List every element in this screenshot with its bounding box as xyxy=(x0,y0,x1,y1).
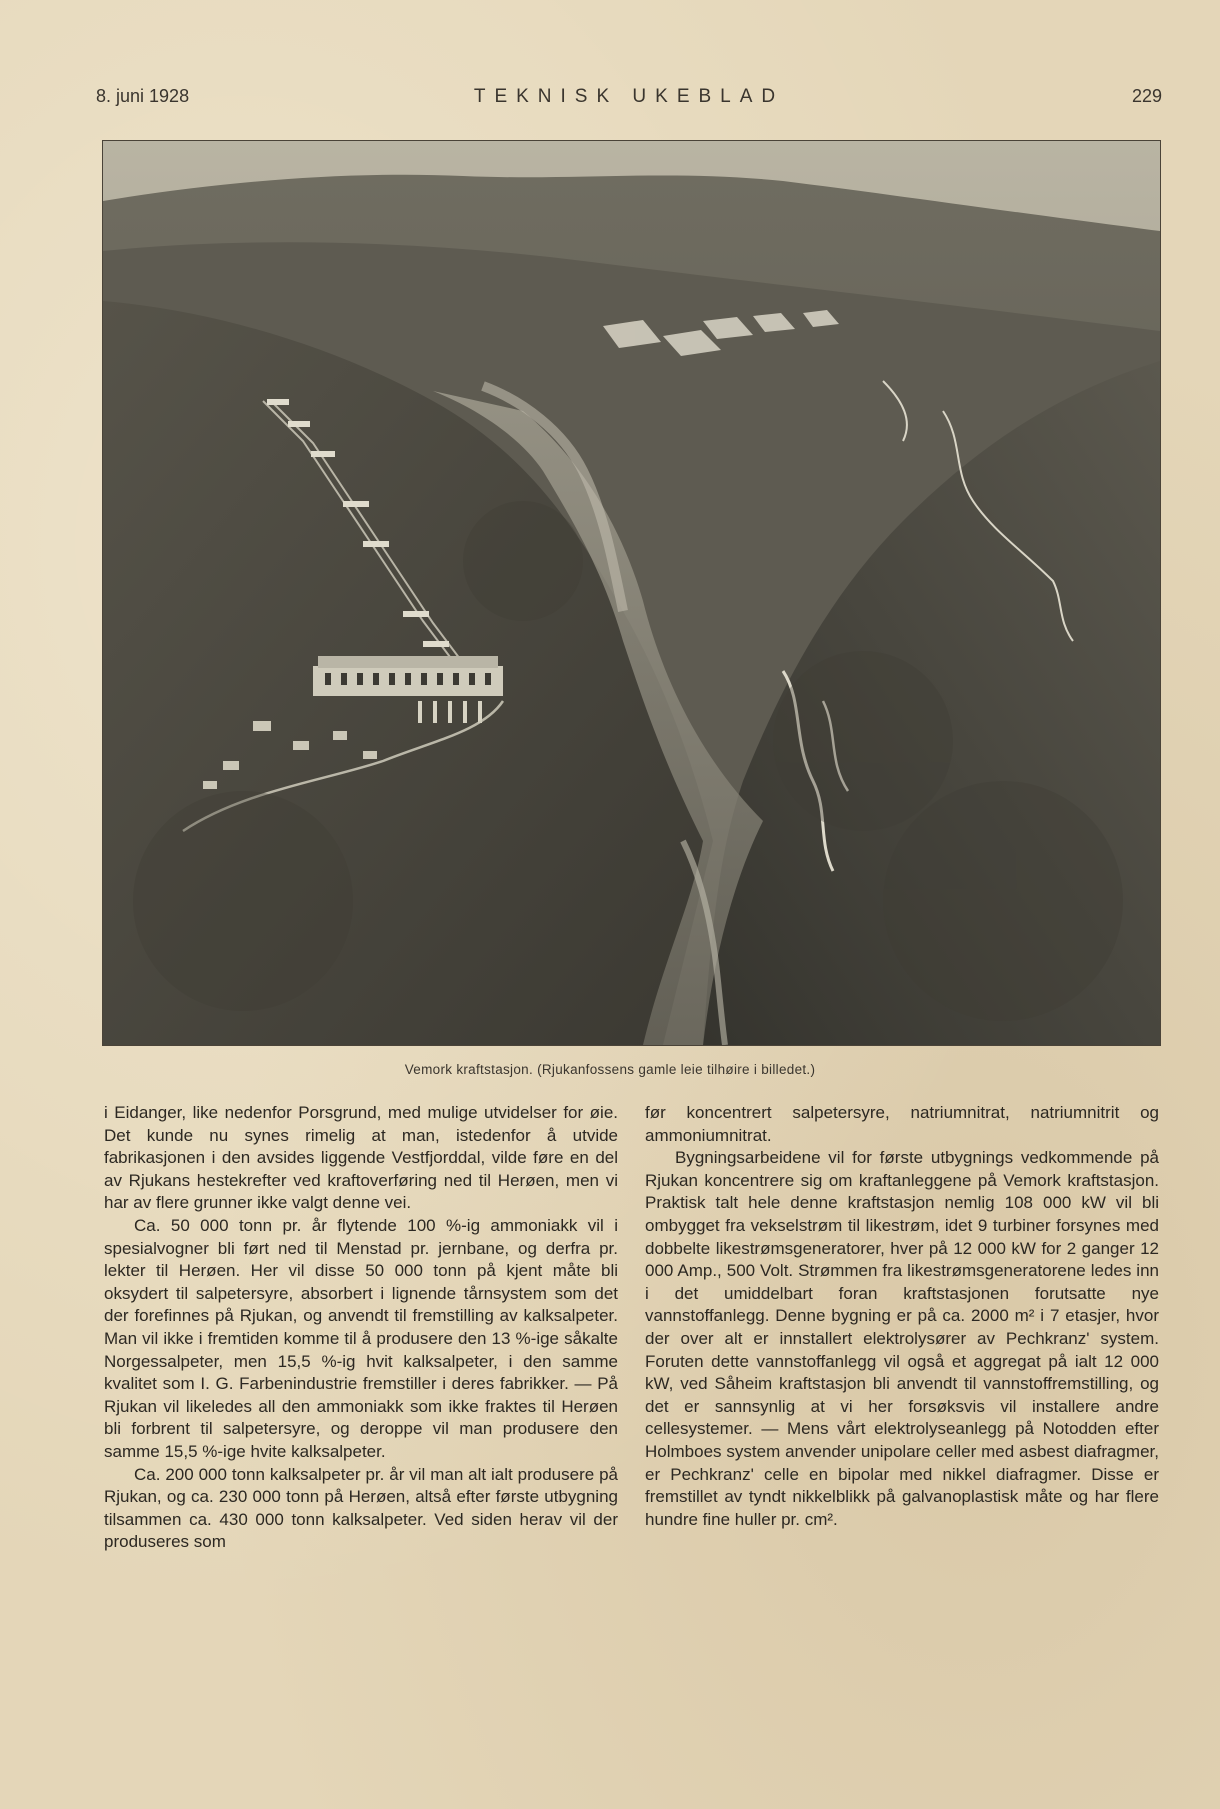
paragraph: Ca. 200 000 tonn kalksalpeter pr. år vil man alt ialt produsere på Rjukan, og ca. 230 000 tonn på Herøen, altså efter første utbygning tilsammen ca. 430 000 tonn kalksalpeter. Ved siden herav vil der produseres som xyxy=(104,1464,618,1552)
landscape-photo-icon xyxy=(103,141,1160,1045)
page-number: 229 xyxy=(1131,86,1162,106)
journal-title: TEKNISK UKEBLAD xyxy=(473,86,785,107)
photo-caption: Vemork kraftstasjon. (Rjukanfossens gamle leie tilhøire i billedet.) xyxy=(404,1062,816,1077)
article-left-column xyxy=(104,1102,618,1554)
paragraph: Ca. 50 000 tonn pr. år flytende 100 %-ig ammoniakk vil i spesialvogner bli ført ned til Menstad pr. jernbane, og derfra pr. lekter til Herøen. Her vil disse 50 000 tonn på kjent måte bli oksydert til salpetersyre, absorbert i lignende tårnsystem som det der forefinnes på Rjukan, og anvendt til fremstilling av kalksalpeter. Man vil ikke i fremtiden komme til å produsere den 13 %-ige såkalte Norgessalpeter, men 15,5 %-ig hvit kalksalpeter, i den samme kvalitet som I. G. Farbenindustrie fremstiller i deres fabrikker. — På Rjukan vil likeledes all den ammoniakk som ikke fraktes til Herøen bli forbrent til salpetersyre, og deroppe vil man produsere den samme 15,5 %-ige hvite kalksalpeter. xyxy=(104,1215,618,1461)
issue-date: 8. juni 1928 xyxy=(96,86,190,106)
paragraph: Bygningsarbeidene vil for første utbygnings vedkommende på Rjukan koncentrere sig om kraftanleggene på Vemork kraftstasjon. Praktisk talt hele denne kraftstasjon nemlig 108 000 kW vil bli ombygget fra vekselstrøm til likestrøm, idet 9 turbiner forsynes med dobbelte likestrømsgeneratorer, hver på 12 000 kW for 2 ganger 12 000 Amp., 500 Volt. Strømmen fra likestrømsgeneratorene ledes inn i det umiddelbart foran kraftstasjonen forutsatte nye vannstoffanlegg. Denne bygning er på ca. 2000 m² i 7 etasjer, hvor der over alt er innstallert elektrolysører av Pechkranz' system. Foruten dette vannstoffanlegg vil også et aggregat på ialt 12 000 kW, ved Såheim kraftstasjon bli anvendt til vannstoffremstilling, og det er sannsynlig at vi her forsøksvis vil installere andre cellesystemer. — Mens vårt elektrolyseanlegg på Notodden efter Holmboes system anvender unipolare celler med asbest diafragmer, er Pechkranz' celle en bipolar med nikkel diafragmer. Disse er fremstillet av tyndt nikkelblikk på galvanoplastisk måte og har flere hundre fine huller pr. cm². xyxy=(645,1148,1159,1529)
article-right-column xyxy=(645,1102,1159,1531)
page-header xyxy=(96,86,1162,116)
vemork-aerial-photo xyxy=(102,140,1161,1046)
paragraph: før koncentrert salpetersyre, natriumnitrat, natriumnitrit og ammoniumnitrat. xyxy=(645,1103,1159,1145)
paragraph: i Eidanger, like nedenfor Porsgrund, med mulige utvidelser for øie. Det kunde nu synes rimelig at man, istedenfor å utvide fabrikasjonen i den avsides liggende Vestfjorddal, vilde føre en del av Rjukans hestekrefter ved kraftoverføring ned til Herøen, men vi har av flere grunner ikke valgt denne vei. xyxy=(104,1103,618,1213)
